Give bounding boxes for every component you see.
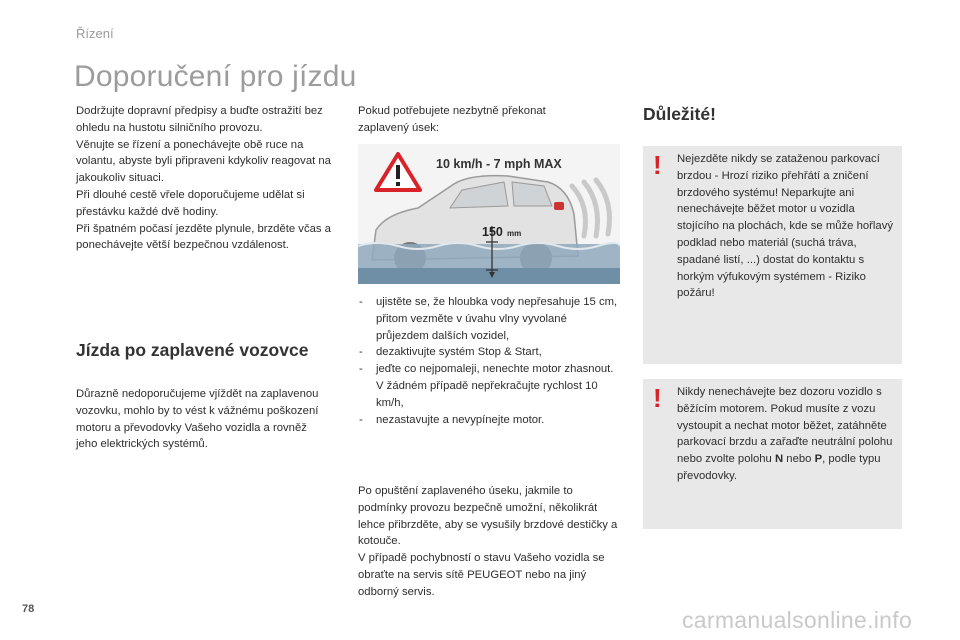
depth-unit-label: mm bbox=[507, 229, 522, 238]
warning-exclamation-icon: ! bbox=[653, 150, 662, 180]
flood-lead-text: Pokud potřebujete nezbytně překonat zaplavený úsek: bbox=[358, 105, 546, 134]
flood-steps-list bbox=[358, 294, 620, 428]
list-item: - ujistěte se, že hloubka vody nepřesahuje 15 cm, přitom vezměte v úvahu vlny vyvolané průjezdem dalších vozidel, bbox=[358, 294, 620, 344]
note-text-part: nebo bbox=[783, 453, 815, 466]
section-label: Řízení bbox=[76, 26, 114, 41]
intro-paragraph-2: Věnujte se řízení a ponechávejte obě ruce na volantu, abyste byli připraveni kdykoliv reagovat na jakoukoliv situaci. bbox=[76, 138, 331, 185]
after-paragraph-1: Po opuštění zaplaveného úseku, jakmile to podmínky provozu bezpečně umožní, několikrát lehce přibrzděte, aby se vysušily brzdové destičky a kotouče. bbox=[358, 485, 618, 548]
intro-paragraph-4: Při špatném počasí jezděte plynule, brzděte včas a ponechávejte větší bezpečnou vzdálenost. bbox=[76, 222, 331, 252]
note-text-part: Nikdy nenechávejte bez dozoru vozidlo s běžícím motorem. Pokud musíte z vozu vystoupit a nechat motor běžet, zatáhněte parkovací brzdu a zařaďte neutrální polohu nebo zvolte polohu bbox=[677, 386, 893, 466]
list-item: - jeďte co nejpomaleji, nenechte motor zhasnout. V žádném případě nepřekračujte rychlost 10 km/h, bbox=[358, 361, 620, 411]
important-heading: Důležité! bbox=[643, 104, 716, 124]
intro-paragraph-1: Dodržujte dopravní předpisy a buďte ostražití bez ohledu na hustotu silničního provozu. bbox=[76, 105, 323, 134]
intro-paragraph-3: Při dlouhé cestě vřele doporučujeme udělat si přestávku každé dvě hodiny. bbox=[76, 188, 305, 218]
flood-heading: Jízda po zaplavené vozovce bbox=[76, 340, 309, 360]
intro-text bbox=[76, 103, 346, 254]
gear-n-label: N bbox=[774, 453, 784, 466]
list-item: - nezastavujte a nevypínejte motor. bbox=[358, 412, 620, 429]
depth-value-label: 150 bbox=[482, 225, 503, 239]
speed-limit-label: 10 km/h - 7 mph MAX bbox=[436, 157, 562, 171]
page-title: Doporučení pro jízdu bbox=[74, 60, 357, 93]
warning-note-text bbox=[677, 384, 895, 485]
flood-text: Důrazně nedoporučujeme vjíždět na zaplavenou vozovku, mohlo by to vést k vážnému poškození motoru a převodovky Vašeho vozidla a rovněž jeho elektrických systémů. bbox=[76, 388, 319, 451]
wave-splash bbox=[572, 180, 610, 236]
after-flood-text bbox=[358, 483, 620, 601]
watermark: carmanualsonline.info bbox=[682, 607, 913, 633]
flood-illustration bbox=[358, 144, 620, 284]
warning-note-text: Nejezděte nikdy se zataženou parkovací brzdou - Hrozí riziko přehřátí a zničení brzdového systému! Neparkujte ani nenechávejte běžet motor u vozidla stojícího na plochách, kde se může hořlavý podklad nebo materiál (suchá tráva, spadané listí, ...) dostat do kontaktu s horkým výfukovým systémem - Riziko požáru! bbox=[677, 153, 894, 300]
page-number: 78 bbox=[22, 603, 35, 615]
warning-exclamation-icon: ! bbox=[653, 383, 662, 413]
note-text-part: , podle typu převodovky. bbox=[677, 453, 881, 482]
after-paragraph-2: V případě pochybností o stavu Vašeho vozidla se obraťte na servis sítě PEUGEOT nebo na jiný odborný servis. bbox=[358, 552, 605, 598]
list-item: - dezaktivujte systém Stop & Start, bbox=[358, 344, 620, 361]
car-in-water-drawing bbox=[358, 144, 620, 284]
warning-triangle-icon bbox=[376, 154, 420, 190]
gear-p-label: P bbox=[814, 453, 823, 466]
warning-note-handbrake bbox=[643, 146, 902, 364]
warning-note-engine bbox=[643, 379, 902, 529]
